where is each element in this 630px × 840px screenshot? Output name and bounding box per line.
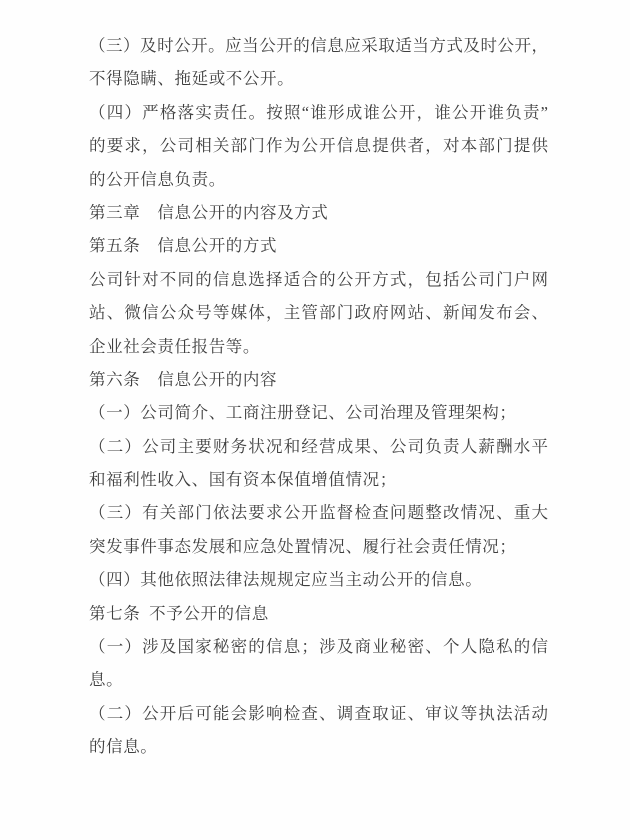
text-line: （三）及时公开。应当公开的信息应采取适当方式及时公开， bbox=[89, 36, 548, 55]
text-line: （二）公司主要财务状况和经营成果、公司负责人薪酬水平 bbox=[89, 436, 548, 456]
text-line: （一）涉及国家秘密的信息；涉及商业秘密、个人隐私的信 bbox=[89, 637, 548, 657]
document-body bbox=[89, 29, 548, 764]
article-heading: 第五条 信息公开的方式 bbox=[89, 236, 278, 256]
text-line: 企业社会责任报告等。 bbox=[89, 336, 260, 356]
text-line: 的公开信息负责。 bbox=[89, 169, 226, 189]
text-line: （二）公开后可能会影响检查、调查取证、审议等执法活动 bbox=[89, 703, 548, 723]
text-line: 突发事件事态发展和应急处置情况、履行社会责任情况； bbox=[89, 536, 517, 556]
text-line: 公司针对不同的信息选择适合的公开方式，包括公司门户网 bbox=[89, 269, 548, 289]
text-line: （三）有关部门依法要求公开监督检查问题整改情况、重大 bbox=[89, 503, 548, 523]
text-line: （四）其他依照法律法规规定应当主动公开的信息。 bbox=[89, 570, 483, 590]
text-line: 和福利性收入、国有资本保值增值情况； bbox=[89, 470, 397, 490]
article-heading: 第七条 不予公开的信息 bbox=[89, 603, 269, 623]
text-line: 不得隐瞒、拖延或不公开。 bbox=[89, 69, 295, 89]
article-heading: 第六条 信息公开的内容 bbox=[89, 369, 278, 389]
text-line: （一）公司简介、工商注册登记、公司治理及管理架构； bbox=[89, 403, 517, 423]
text-line: （四）严格落实责任。按照“谁形成谁公开，谁公开谁负责” bbox=[89, 102, 548, 122]
text-line: 站、微信公众号等媒体，主管部门政府网站、新闻发布会、 bbox=[89, 303, 548, 323]
text-line: 的信息。 bbox=[89, 737, 158, 757]
chapter-heading: 第三章 信息公开的内容及方式 bbox=[89, 202, 329, 222]
text-line: 息。 bbox=[89, 670, 124, 690]
text-line: 的要求，公司相关部门作为公开信息提供者，对本部门提供 bbox=[89, 136, 548, 156]
